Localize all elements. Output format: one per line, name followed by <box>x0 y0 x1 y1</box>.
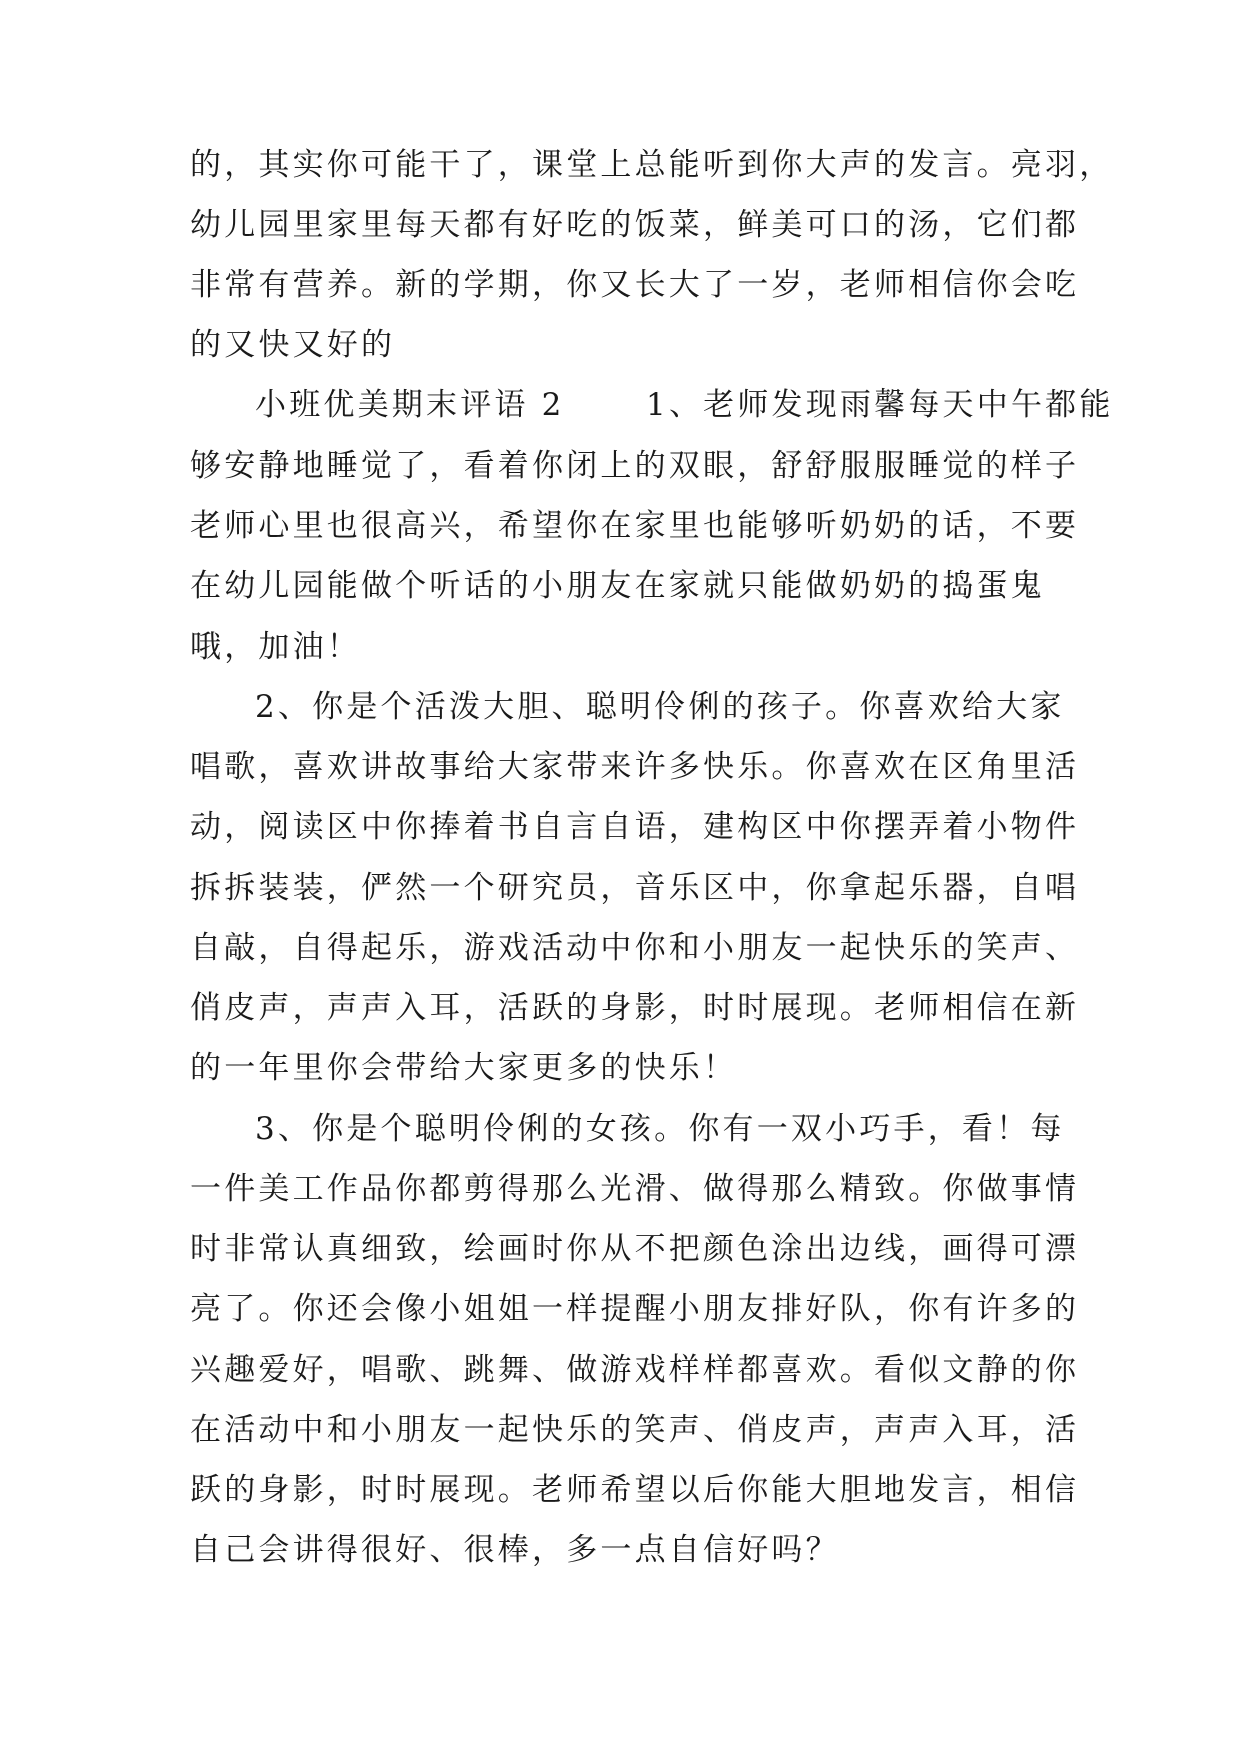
paragraph-first-line: 2、你是个活泼大胆、聪明伶俐的孩子。你喜欢给大家 <box>255 689 1065 725</box>
text-line: 一件美工作品你都剪得那么光滑、做得那么精致。你做事情 <box>190 1171 1080 1207</box>
text-line: 自己会讲得很好、很棒，多一点自信好吗？ <box>190 1532 840 1568</box>
text-line: 唱歌，喜欢讲故事给大家带来许多快乐。你喜欢在区角里活 <box>190 749 1080 785</box>
text-line: 跃的身影，时时展现。老师希望以后你能大胆地发言，相信 <box>190 1472 1080 1508</box>
text-line: 兴趣爱好，唱歌、跳舞、做游戏样样都喜欢。看似文静的你 <box>190 1352 1080 1388</box>
text-line: 动，阅读区中你捧着书自言自语，建构区中你摆弄着小物件 <box>190 809 1080 845</box>
text-line: 在活动中和小朋友一起快乐的笑声、俏皮声，声声入耳，活 <box>190 1412 1080 1448</box>
text-line: 拆拆装装，俨然一个研究员，音乐区中，你拿起乐器，自唱 <box>190 870 1080 906</box>
section-heading-line: 小班优美期末评语 2 1、老师发现雨馨每天中午都能 <box>255 387 1114 423</box>
text-line: 老师心里也很高兴，希望你在家里也能够听奶奶的话，不要 <box>190 508 1080 544</box>
text-line: 的又快又好的 <box>190 327 396 363</box>
text-line: 在幼儿园能做个听话的小朋友在家就只能做奶奶的捣蛋鬼 <box>190 568 1045 604</box>
text-line: 亮了。你还会像小姐姐一样提醒小朋友排好队，你有许多的 <box>190 1291 1080 1327</box>
text-line: 俏皮声，声声入耳，活跃的身影，时时展现。老师相信在新 <box>190 990 1080 1026</box>
text-line: 非常有营养。新的学期，你又长大了一岁，老师相信你会吃 <box>190 267 1080 303</box>
paragraph-first-line: 3、你是个聪明伶俐的女孩。你有一双小巧手，看！每 <box>255 1111 1065 1147</box>
text-line: 的一年里你会带给大家更多的快乐！ <box>190 1050 738 1086</box>
text-line: 够安静地睡觉了，看着你闭上的双眼，舒舒服服睡觉的样子 <box>190 448 1080 484</box>
text-line: 时非常认真细致，绘画时你从不把颜色涂出边线，画得可漂 <box>190 1231 1080 1267</box>
text-line: 的，其实你可能干了，课堂上总能听到你大声的发言。亮羽， <box>190 147 1114 183</box>
text-line: 幼儿园里家里每天都有好吃的饭菜，鲜美可口的汤，它们都 <box>190 207 1080 243</box>
text-line: 哦，加油！ <box>190 629 361 665</box>
text-line: 自敲，自得起乐，游戏活动中你和小朋友一起快乐的笑声、 <box>190 930 1080 966</box>
